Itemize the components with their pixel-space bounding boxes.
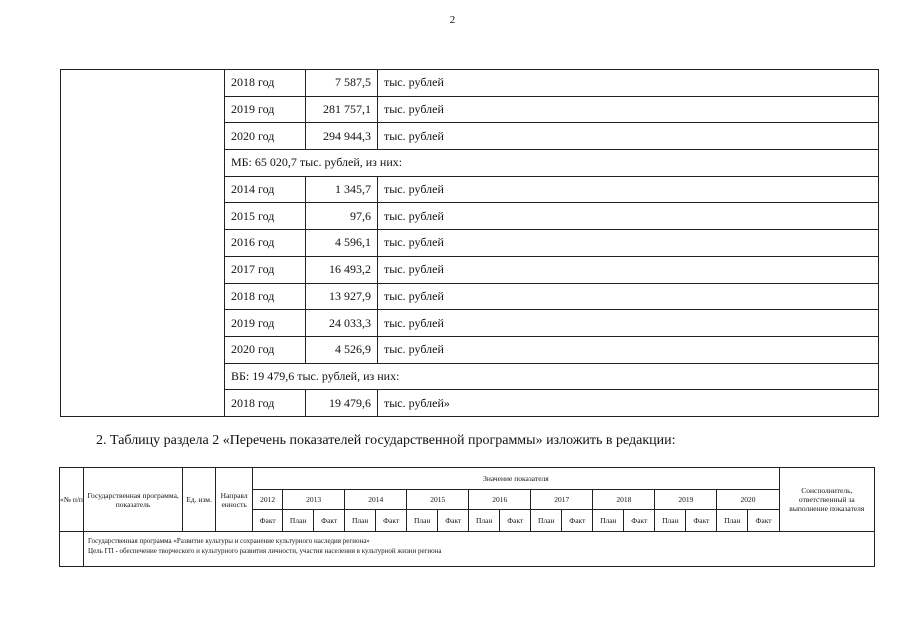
unit-cell: тыс. рублей	[378, 203, 879, 230]
col-num-header: «№ п/п	[60, 468, 84, 532]
year-cell: 2019 год	[225, 96, 306, 123]
value-cell: 13 927,9	[306, 283, 378, 310]
year-cell: 2020 год	[225, 123, 306, 150]
page-number: 2	[449, 14, 456, 26]
year-header: 2020	[717, 490, 779, 510]
vb-heading: ВБ: 19 479,6 тыс. рублей, из них:	[225, 363, 879, 390]
fact-header: Факт	[562, 510, 593, 532]
col-program-header: Государственная программа, показатель	[84, 468, 183, 532]
year-cell: 2016 год	[225, 230, 306, 257]
value-cell: 19 479,6	[306, 390, 378, 417]
unit-cell: тыс. рублей	[378, 176, 879, 203]
plan-header: План	[345, 510, 376, 532]
fact-header: Факт	[686, 510, 717, 532]
year-header: 2019	[655, 490, 717, 510]
year-cell: 2015 год	[225, 203, 306, 230]
year-cell: 2017 год	[225, 256, 306, 283]
unit-cell: тыс. рублей	[378, 256, 879, 283]
plan-header: План	[593, 510, 624, 532]
fact-header: Факт	[376, 510, 407, 532]
empty-cell	[60, 532, 84, 567]
table-row	[60, 468, 875, 490]
year-cell: 2014 год	[225, 176, 306, 203]
year-cell: 2020 год	[225, 336, 306, 363]
unit-cell: тыс. рублей	[378, 310, 879, 337]
year-header: 2014	[345, 490, 407, 510]
value-cell: 281 757,1	[306, 96, 378, 123]
fact-header: Факт	[624, 510, 655, 532]
value-cell: 24 033,3	[306, 310, 378, 337]
year-cell: 2018 год	[225, 283, 306, 310]
year-header: 2018	[593, 490, 655, 510]
fact-header: Факт	[253, 510, 283, 532]
fact-header: Факт	[314, 510, 345, 532]
value-cell: 4 526,9	[306, 336, 378, 363]
section-heading: 2. Таблицу раздела 2 «Перечень показателей государственной программы» изложить в редакции:	[96, 433, 676, 448]
program-cell	[84, 532, 875, 567]
finance-table	[60, 69, 879, 417]
year-header: 2012	[253, 490, 283, 510]
indicators-table	[59, 467, 875, 567]
value-group-header: Значение показателя	[253, 468, 780, 490]
value-cell: 294 944,3	[306, 123, 378, 150]
year-cell: 2019 год	[225, 310, 306, 337]
year-header: 2016	[469, 490, 531, 510]
year-header: 2013	[283, 490, 345, 510]
program-goal: Цель ГП - обеспечение творческого и культурного развития личности, участия населения в культурной жизни региона	[88, 547, 442, 556]
empty-left-column	[61, 70, 225, 417]
value-cell: 16 493,2	[306, 256, 378, 283]
col-direction-header: Направл енность	[216, 468, 253, 532]
plan-header: План	[469, 510, 500, 532]
unit-cell: тыс. рублей	[378, 336, 879, 363]
unit-cell: тыс. рублей	[378, 123, 879, 150]
table-row	[61, 70, 879, 97]
plan-header: План	[531, 510, 562, 532]
year-header: 2015	[407, 490, 469, 510]
plan-header: План	[717, 510, 748, 532]
unit-cell: тыс. рублей	[378, 283, 879, 310]
plan-header: План	[407, 510, 438, 532]
mb-heading: МБ: 65 020,7 тыс. рублей, из них:	[225, 150, 879, 177]
fact-header: Факт	[748, 510, 779, 532]
program-title: Государственная программа «Развитие культуры и сохранение культурного наследия региона»	[88, 537, 370, 545]
year-cell: 2018 год	[225, 390, 306, 417]
year-cell: 2018 год	[225, 70, 306, 97]
col-coexecutor-header: Соисполнитель, ответственный за выполнение показателя	[779, 468, 874, 532]
value-cell: 1 345,7	[306, 176, 378, 203]
value-cell: 7 587,5	[306, 70, 378, 97]
unit-cell: тыс. рублей	[378, 230, 879, 257]
fact-header: Факт	[500, 510, 531, 532]
unit-cell: тыс. рублей»	[378, 390, 879, 417]
col-unit-header: Ед. изм.	[183, 468, 216, 532]
unit-cell: тыс. рублей	[378, 96, 879, 123]
plan-header: План	[283, 510, 314, 532]
year-header: 2017	[531, 490, 593, 510]
unit-cell: тыс. рублей	[378, 70, 879, 97]
value-cell: 97,6	[306, 203, 378, 230]
value-cell: 4 596,1	[306, 230, 378, 257]
plan-header: План	[655, 510, 686, 532]
table-row	[60, 532, 875, 567]
fact-header: Факт	[438, 510, 469, 532]
